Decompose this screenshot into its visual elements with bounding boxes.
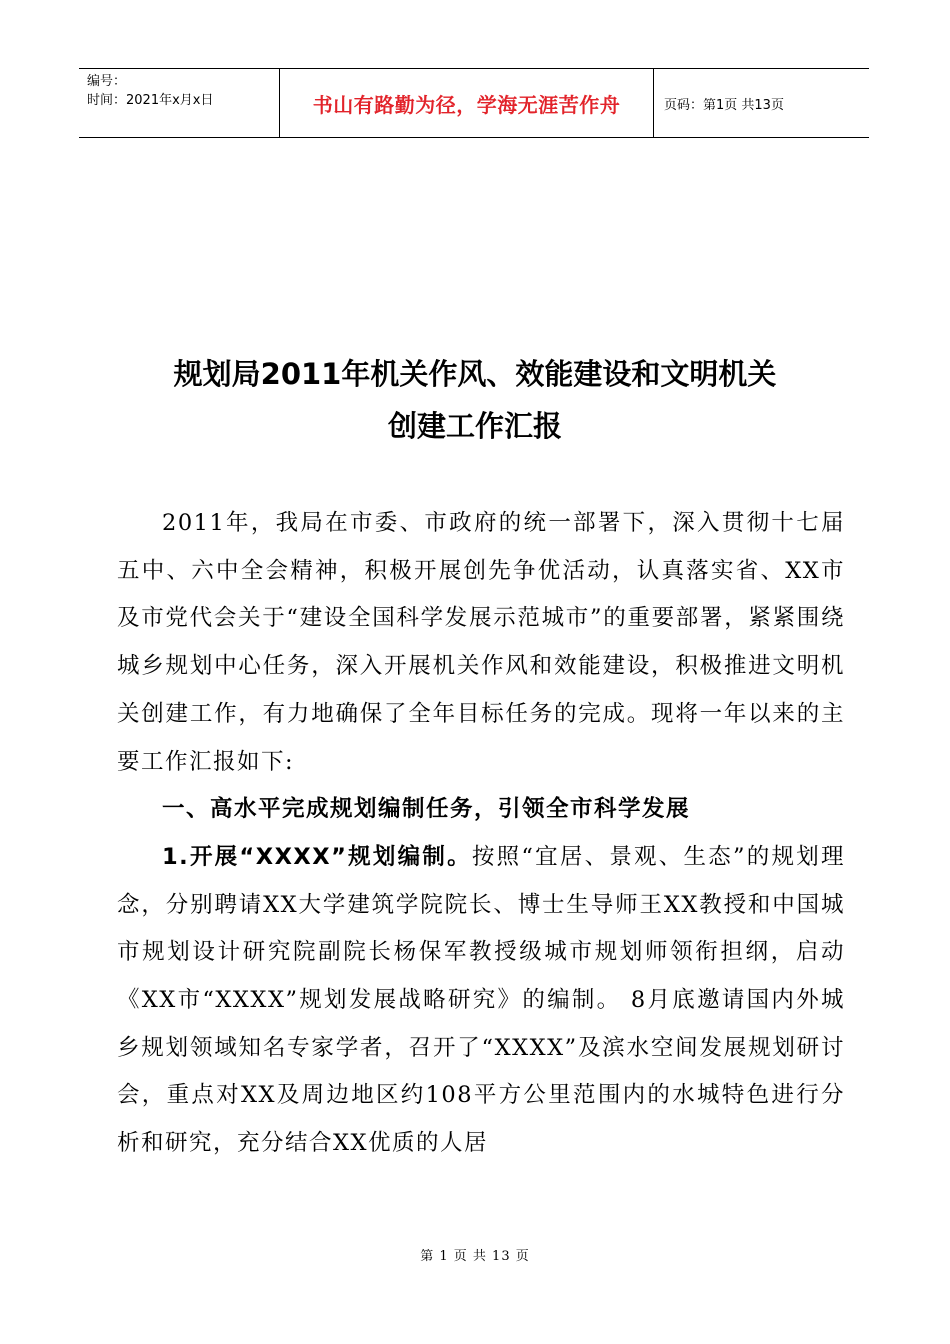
item-paragraph — [117, 834, 845, 1168]
document-body — [117, 500, 845, 1168]
page-header — [79, 68, 869, 138]
document-title-line-1: 规划局2011年机关作风、效能建设和文明机关 — [173, 357, 777, 391]
document-number-label: 编号： — [87, 74, 127, 89]
header-motto: 书山有路勤为径，学海无涯苦作舟 — [280, 69, 654, 137]
intro-paragraph: 2011年，我局在市委、市政府的统一部署下，深入贯彻十七届五中、六中全会精神，积极开展创先争优活动，认真落实省、XX市及市党代会关于“建设全国科学发展示范城市”的重要部署，紧紧围绕城乡规划中心任务，深入开展机关作风和效能建设，积极推进文明机关创建工作，有力地确保了全年目标任务的完成。现将一年以来的主要工作汇报如下: — [117, 510, 845, 775]
page-footer: 第 1 页 共 13 页 — [420, 1249, 530, 1264]
document-title-line-2: 创建工作汇报 — [387, 409, 562, 443]
header-page-info: 页码：第1页 共13页 — [664, 97, 784, 113]
document-time-label: 时间：2021年x月x日 — [87, 93, 214, 108]
item-text: 按照“宜居、景观、生态”的规划理念，分别聘请XX大学建筑学院院长、博士生导师王XX教授和中国城市规划设计研究院副院长杨保军教授级城市规划师领衔担纲，启动《XX市“XXXX”规划发展战略研究》的编制。 8月底邀请国内外城乡规划领域知名专家学者，召开了“XXXX”及滨水空间发展规划研讨会，重点对XX及周边地区约108平方公里范围内的水城特色进行分析和研究，充分结合XX优质的人居 — [117, 843, 845, 1157]
item-lead: 1.开展“XXXX”规划编制。 — [162, 843, 472, 870]
header-meta — [79, 69, 280, 137]
document-title — [0, 348, 950, 452]
section-heading: 一、高水平完成规划编制任务，引领全市科学发展 — [162, 796, 691, 823]
